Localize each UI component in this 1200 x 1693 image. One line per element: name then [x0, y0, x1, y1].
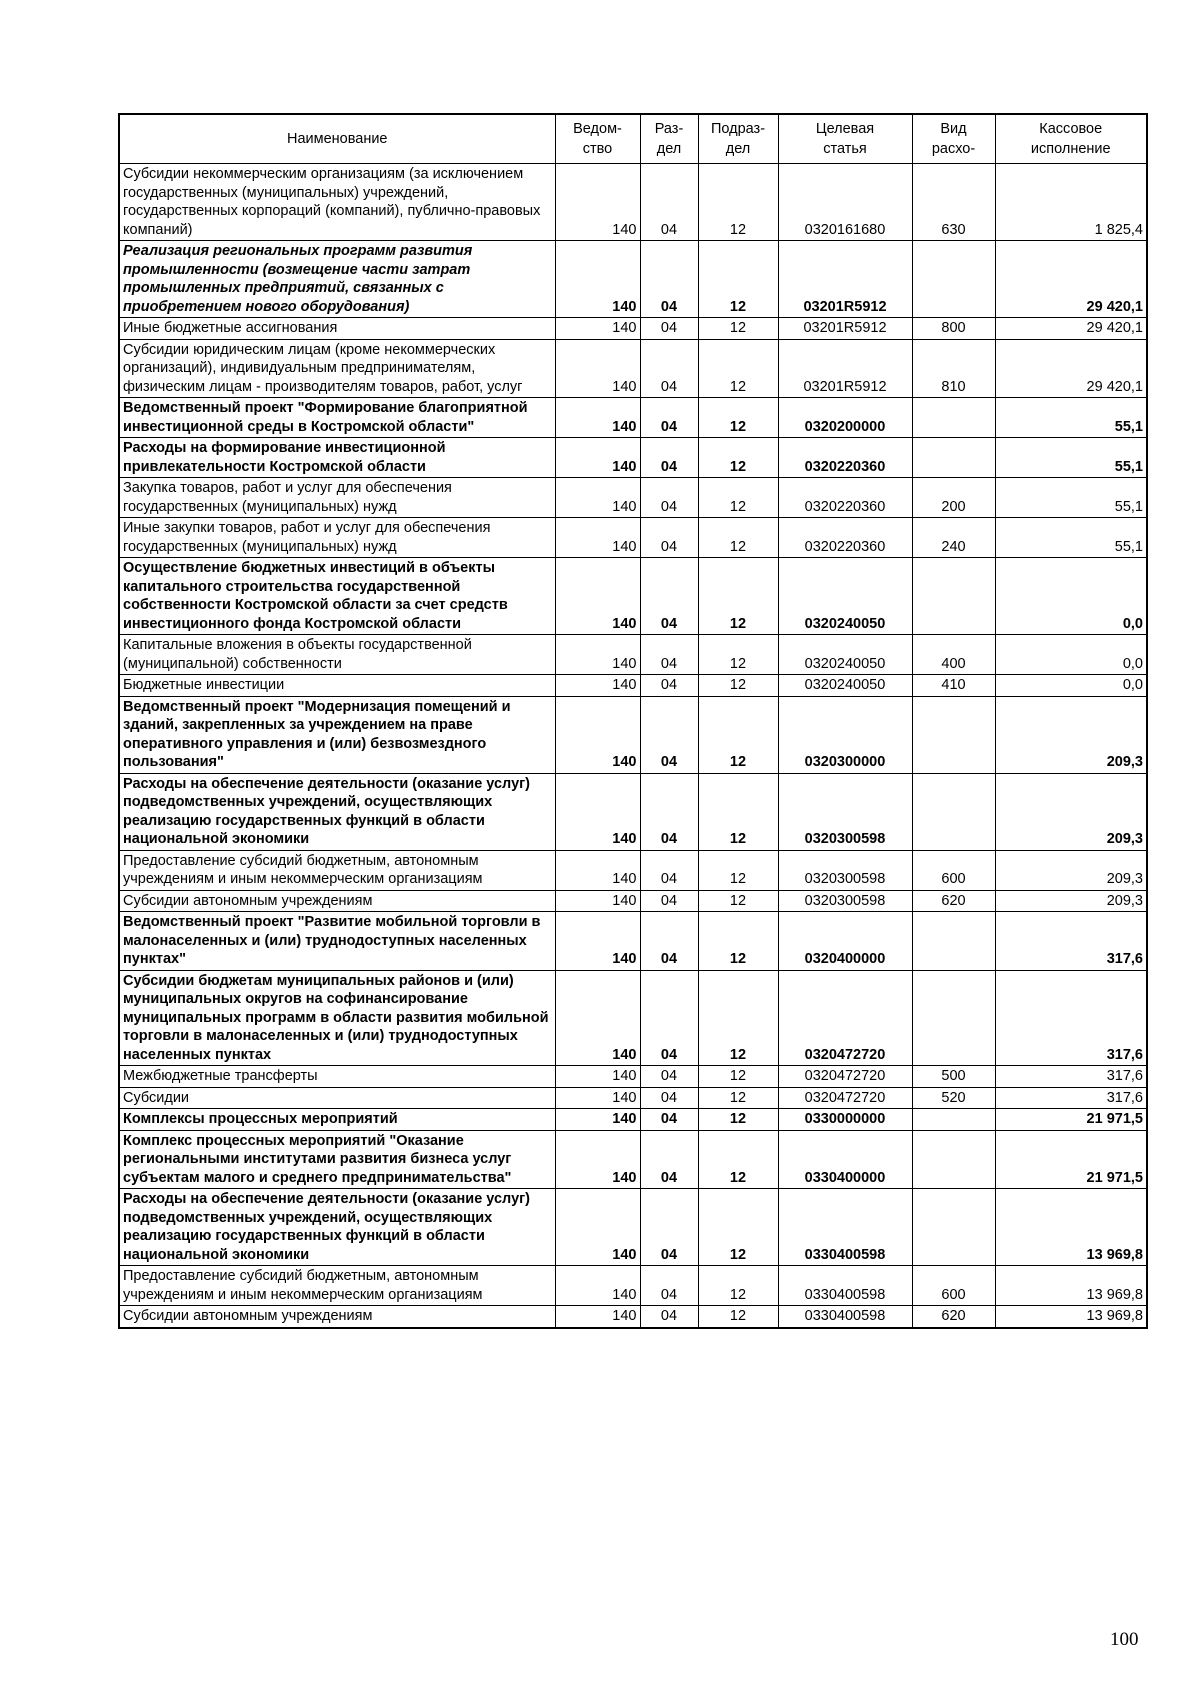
table-row: [119, 912, 1147, 971]
cell-amount: 209,3: [995, 890, 1147, 912]
table-row: [119, 558, 1147, 635]
cell-amount: 13 969,8: [995, 1266, 1147, 1306]
cell-target: 0320220360: [778, 438, 912, 478]
cell-amount: 55,1: [995, 518, 1147, 558]
table-row: [119, 1189, 1147, 1266]
cell-name: Капитальные вложения в объекты государственной (муниципальной) собственности: [119, 635, 555, 675]
header-dept: [555, 114, 640, 164]
cell-amount: 209,3: [995, 696, 1147, 773]
cell-amount: 21 971,5: [995, 1109, 1147, 1131]
cell-dept: 140: [555, 1306, 640, 1328]
cell-subsection: 12: [698, 696, 778, 773]
table-row: [119, 318, 1147, 340]
cell-name: Предоставление субсидий бюджетным, автономным учреждениям и иным некоммерческим организациям: [119, 850, 555, 890]
cell-target: 03201R5912: [778, 241, 912, 318]
cell-target: 0330400598: [778, 1189, 912, 1266]
cell-name: Ведомственный проект "Модернизация помещений и зданий, закрепленных за учреждением на праве оперативного управления и (или) безвозмездного пользования": [119, 696, 555, 773]
table-row: [119, 438, 1147, 478]
cell-subsection: 12: [698, 318, 778, 340]
cell-type: [912, 970, 995, 1066]
cell-name: Субсидии юридическим лицам (кроме некоммерческих организаций), индивидуальным предпринимателям, физическим лицам - производителям товаров, работ, услуг: [119, 339, 555, 398]
table-row: [119, 635, 1147, 675]
cell-name: Реализация региональных программ развития промышленности (возмещение части затрат промышленных предприятий, связанных с приобретением нового оборудования): [119, 241, 555, 318]
cell-section: 04: [640, 773, 698, 850]
cell-amount: 21 971,5: [995, 1130, 1147, 1189]
cell-subsection: 12: [698, 850, 778, 890]
cell-amount: 0,0: [995, 675, 1147, 697]
cell-subsection: 12: [698, 635, 778, 675]
cell-section: 04: [640, 318, 698, 340]
cell-dept: 140: [555, 970, 640, 1066]
cell-section: 04: [640, 696, 698, 773]
cell-type: 630: [912, 164, 995, 241]
cell-type: [912, 1189, 995, 1266]
cell-target: 0320472720: [778, 970, 912, 1066]
cell-target: 0330400598: [778, 1306, 912, 1328]
cell-section: 04: [640, 518, 698, 558]
cell-type: [912, 1109, 995, 1131]
cell-amount: 0,0: [995, 635, 1147, 675]
cell-amount: 55,1: [995, 398, 1147, 438]
cell-name: Субсидии автономным учреждениям: [119, 890, 555, 912]
cell-amount: 317,6: [995, 912, 1147, 971]
cell-amount: 0,0: [995, 558, 1147, 635]
cell-target: 0330400598: [778, 1266, 912, 1306]
table-row: [119, 1130, 1147, 1189]
cell-type: [912, 1130, 995, 1189]
table-row: [119, 1109, 1147, 1131]
cell-amount: 55,1: [995, 438, 1147, 478]
cell-subsection: 12: [698, 1130, 778, 1189]
cell-amount: 29 420,1: [995, 241, 1147, 318]
header-type-text: Вид расхо-: [931, 121, 976, 157]
cell-amount: 1 825,4: [995, 164, 1147, 241]
cell-section: 04: [640, 398, 698, 438]
cell-name: Комплексы процессных мероприятий: [119, 1109, 555, 1131]
cell-subsection: 12: [698, 339, 778, 398]
cell-target: 0330400000: [778, 1130, 912, 1189]
cell-section: 04: [640, 339, 698, 398]
cell-type: [912, 398, 995, 438]
table-header-row: [119, 114, 1147, 164]
cell-target: 0320300598: [778, 890, 912, 912]
cell-dept: 140: [555, 675, 640, 697]
cell-subsection: 12: [698, 970, 778, 1066]
cell-subsection: 12: [698, 1306, 778, 1328]
cell-target: 0320161680: [778, 164, 912, 241]
cell-amount: 29 420,1: [995, 339, 1147, 398]
cell-section: 04: [640, 675, 698, 697]
table-row: [119, 1266, 1147, 1306]
cell-type: 240: [912, 518, 995, 558]
cell-dept: 140: [555, 773, 640, 850]
cell-subsection: 12: [698, 518, 778, 558]
cell-amount: 317,6: [995, 1066, 1147, 1088]
table-row: [119, 675, 1147, 697]
cell-type: 200: [912, 478, 995, 518]
cell-type: [912, 241, 995, 318]
cell-type: [912, 696, 995, 773]
cell-dept: 140: [555, 558, 640, 635]
table-row: [119, 164, 1147, 241]
cell-type: 600: [912, 850, 995, 890]
cell-name: Иные бюджетные ассигнования: [119, 318, 555, 340]
header-section: [640, 114, 698, 164]
header-type: [912, 114, 995, 164]
cell-dept: 140: [555, 398, 640, 438]
cell-section: 04: [640, 1087, 698, 1109]
cell-subsection: 12: [698, 1066, 778, 1088]
cell-type: 600: [912, 1266, 995, 1306]
table-row: [119, 478, 1147, 518]
table-body: [119, 164, 1147, 1328]
cell-section: 04: [640, 558, 698, 635]
cell-dept: 140: [555, 890, 640, 912]
cell-section: 04: [640, 970, 698, 1066]
cell-subsection: 12: [698, 675, 778, 697]
cell-type: [912, 438, 995, 478]
cell-name: Межбюджетные трансферты: [119, 1066, 555, 1088]
cell-amount: 55,1: [995, 478, 1147, 518]
cell-subsection: 12: [698, 1266, 778, 1306]
table-row: [119, 890, 1147, 912]
cell-dept: 140: [555, 318, 640, 340]
cell-target: 0320220360: [778, 518, 912, 558]
cell-section: 04: [640, 890, 698, 912]
cell-type: 620: [912, 890, 995, 912]
table-row: [119, 970, 1147, 1066]
cell-amount: 29 420,1: [995, 318, 1147, 340]
cell-target: 0320300598: [778, 850, 912, 890]
cell-name: Закупка товаров, работ и услуг для обеспечения государственных (муниципальных) нужд: [119, 478, 555, 518]
table-row: [119, 1066, 1147, 1088]
cell-subsection: 12: [698, 438, 778, 478]
cell-name: Предоставление субсидий бюджетным, автономным учреждениям и иным некоммерческим организациям: [119, 1266, 555, 1306]
cell-target: 0320400000: [778, 912, 912, 971]
cell-dept: 140: [555, 518, 640, 558]
cell-name: Расходы на обеспечение деятельности (оказание услуг) подведомственных учреждений, осуществляющих реализацию государственных функций в области национальной экономики: [119, 773, 555, 850]
cell-dept: 140: [555, 1130, 640, 1189]
header-subsection: [698, 114, 778, 164]
cell-target: 0320472720: [778, 1087, 912, 1109]
table-row: [119, 1306, 1147, 1328]
cell-target: 03201R5912: [778, 339, 912, 398]
cell-dept: 140: [555, 1066, 640, 1088]
cell-section: 04: [640, 1109, 698, 1131]
cell-amount: 209,3: [995, 773, 1147, 850]
cell-target: 0330000000: [778, 1109, 912, 1131]
cell-dept: 140: [555, 696, 640, 773]
table-row: [119, 1087, 1147, 1109]
cell-name: Расходы на формирование инвестиционной привлекательности Костромской области: [119, 438, 555, 478]
table-row: [119, 850, 1147, 890]
cell-amount: 317,6: [995, 1087, 1147, 1109]
cell-dept: 140: [555, 1266, 640, 1306]
table-row: [119, 241, 1147, 318]
cell-dept: 140: [555, 339, 640, 398]
cell-dept: 140: [555, 478, 640, 518]
cell-type: 400: [912, 635, 995, 675]
header-target-text: Целевая статья: [815, 121, 875, 157]
budget-table: [118, 113, 1148, 1329]
cell-name: Осуществление бюджетных инвестиций в объекты капитального строительства государственной собственности Костромской области за счет средств инвестиционного фонда Костромской области: [119, 558, 555, 635]
cell-section: 04: [640, 241, 698, 318]
cell-name: Субсидии бюджетам муниципальных районов и (или) муниципальных округов на софинансирование муниципальных программ в области развития мобильной торговли в малонаселенных и (или) труднодоступных населенных пунктах: [119, 970, 555, 1066]
header-subsection-text: Подраз- дел: [710, 121, 766, 157]
cell-name: Расходы на обеспечение деятельности (оказание услуг) подведомственных учреждений, осуществляющих реализацию государственных функций в области национальной экономики: [119, 1189, 555, 1266]
cell-dept: 140: [555, 1189, 640, 1266]
cell-type: 810: [912, 339, 995, 398]
cell-type: 800: [912, 318, 995, 340]
cell-section: 04: [640, 438, 698, 478]
cell-section: 04: [640, 478, 698, 518]
cell-section: 04: [640, 164, 698, 241]
cell-subsection: 12: [698, 1189, 778, 1266]
header-amount: [995, 114, 1147, 164]
cell-name: Комплекс процессных мероприятий "Оказание региональными институтами развития бизнеса услуг субъектам малого и среднего предпринимательства": [119, 1130, 555, 1189]
cell-name: Ведомственный проект "Развитие мобильной торговли в малонаселенных и (или) труднодоступных населенных пунктах": [119, 912, 555, 971]
cell-section: 04: [640, 1266, 698, 1306]
cell-type: 410: [912, 675, 995, 697]
header-section-text: Раз- дел: [654, 121, 684, 157]
cell-subsection: 12: [698, 164, 778, 241]
cell-subsection: 12: [698, 912, 778, 971]
cell-section: 04: [640, 1189, 698, 1266]
cell-target: 0320200000: [778, 398, 912, 438]
cell-name: Бюджетные инвестиции: [119, 675, 555, 697]
header-amount-text: Кассовое исполнение: [1030, 121, 1111, 157]
cell-dept: 140: [555, 164, 640, 241]
table-row: [119, 339, 1147, 398]
cell-target: 0320300598: [778, 773, 912, 850]
cell-amount: 209,3: [995, 850, 1147, 890]
cell-target: 03201R5912: [778, 318, 912, 340]
cell-amount: 13 969,8: [995, 1189, 1147, 1266]
table-row: [119, 773, 1147, 850]
page-number: 100: [1110, 1629, 1139, 1650]
cell-section: 04: [640, 850, 698, 890]
cell-dept: 140: [555, 850, 640, 890]
cell-dept: 140: [555, 912, 640, 971]
cell-amount: 317,6: [995, 970, 1147, 1066]
cell-section: 04: [640, 1130, 698, 1189]
cell-name: Субсидии: [119, 1087, 555, 1109]
cell-subsection: 12: [698, 773, 778, 850]
cell-dept: 140: [555, 635, 640, 675]
cell-target: 0320240050: [778, 635, 912, 675]
cell-target: 0320240050: [778, 675, 912, 697]
cell-amount: 13 969,8: [995, 1306, 1147, 1328]
cell-dept: 140: [555, 241, 640, 318]
cell-type: 520: [912, 1087, 995, 1109]
cell-dept: 140: [555, 438, 640, 478]
cell-dept: 140: [555, 1087, 640, 1109]
cell-subsection: 12: [698, 478, 778, 518]
table-row: [119, 518, 1147, 558]
cell-target: 0320300000: [778, 696, 912, 773]
cell-target: 0320472720: [778, 1066, 912, 1088]
cell-target: 0320220360: [778, 478, 912, 518]
cell-subsection: 12: [698, 1087, 778, 1109]
cell-dept: 140: [555, 1109, 640, 1131]
cell-section: 04: [640, 1066, 698, 1088]
cell-subsection: 12: [698, 398, 778, 438]
cell-subsection: 12: [698, 1109, 778, 1131]
cell-subsection: 12: [698, 241, 778, 318]
cell-subsection: 12: [698, 558, 778, 635]
cell-name: Субсидии автономным учреждениям: [119, 1306, 555, 1328]
header-target: [778, 114, 912, 164]
cell-subsection: 12: [698, 890, 778, 912]
cell-name: Субсидии некоммерческим организациям (за исключением государственных (муниципальных) учреждений, государственных корпораций (компаний), публично-правовых компаний): [119, 164, 555, 241]
header-name: Наименование: [119, 114, 555, 164]
cell-target: 0320240050: [778, 558, 912, 635]
cell-type: [912, 912, 995, 971]
table-row: [119, 398, 1147, 438]
header-dept-text: Ведом- ство: [573, 121, 622, 157]
table-row: [119, 696, 1147, 773]
cell-type: [912, 773, 995, 850]
cell-section: 04: [640, 635, 698, 675]
cell-section: 04: [640, 1306, 698, 1328]
cell-section: 04: [640, 912, 698, 971]
cell-type: 500: [912, 1066, 995, 1088]
cell-name: Иные закупки товаров, работ и услуг для обеспечения государственных (муниципальных) нужд: [119, 518, 555, 558]
cell-name: Ведомственный проект "Формирование благоприятной инвестиционной среды в Костромской области": [119, 398, 555, 438]
cell-type: 620: [912, 1306, 995, 1328]
cell-type: [912, 558, 995, 635]
